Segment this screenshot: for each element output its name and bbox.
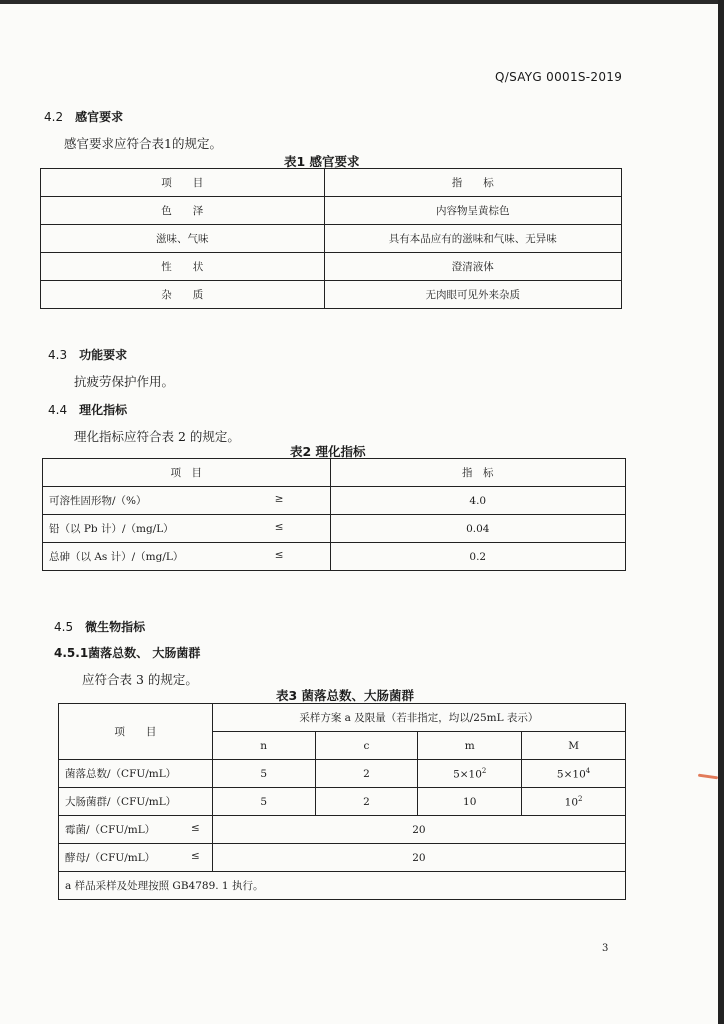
table-cell: 0.04: [330, 515, 625, 543]
scan-top-edge: [0, 0, 724, 4]
page-number: 3: [602, 943, 609, 954]
table-cell: 5: [212, 760, 315, 788]
table-row: [59, 760, 626, 788]
section-number: 4.5: [54, 620, 74, 634]
section-number: 4.3: [48, 348, 68, 362]
table-1-caption: 表1 感官要求: [284, 154, 360, 169]
table-cell: 4.0: [330, 487, 625, 515]
table-row: [41, 225, 622, 253]
section-4-4-text: 理化指标应符合表 2 的规定。: [74, 429, 240, 444]
table-cell: 菌落总数/（CFU/mL）: [59, 760, 213, 788]
value-base: 5×10: [453, 768, 482, 781]
section-4-3-text: 抗疲劳保护作用。: [74, 374, 175, 389]
comparison-symbol: ≤: [274, 549, 284, 561]
table-cell: 澄清液体: [324, 253, 622, 281]
table-cell: 滋味、气味: [41, 225, 325, 253]
table-header-row: [41, 169, 622, 197]
table-row: [59, 816, 626, 844]
value-base: 10: [564, 796, 579, 809]
table-cell: 10: [418, 788, 522, 816]
table-cell: 具有本品应有的滋味和气味、无异味: [324, 225, 622, 253]
section-title: 菌落总数、 大肠菌群: [88, 646, 201, 660]
section-title: 功能要求: [79, 348, 128, 362]
table-cell: 0.2: [330, 543, 625, 571]
value-exponent: 2: [481, 766, 487, 775]
table-cell: 内容物呈黄棕色: [324, 197, 622, 225]
table-header-cell: m: [418, 732, 522, 760]
table-header-cell: 项 目: [43, 459, 331, 487]
table-cell: [522, 788, 626, 816]
section-title: 理化指标: [79, 403, 128, 417]
section-4-2-text: 感官要求应符合表1的规定。: [64, 136, 222, 151]
section-4-5-1-heading: [54, 644, 200, 661]
table-header-cell: c: [315, 732, 418, 760]
section-number: 4.2: [44, 110, 64, 124]
table-header-cell: 项 目: [59, 704, 213, 760]
table-cell: [418, 760, 522, 788]
comparison-symbol: ≤: [190, 850, 200, 862]
table-row: [43, 515, 626, 543]
table-row: [41, 197, 622, 225]
table-3-caption: 表3 菌落总数、大肠菌群: [276, 688, 415, 703]
table-cell: 性 状: [41, 253, 325, 281]
table-row: [59, 844, 626, 872]
item-label: 酵母/（CFU/mL）: [65, 852, 156, 864]
table-cell: [43, 515, 331, 543]
table-header-cell: M: [522, 732, 626, 760]
table-cell: [59, 816, 213, 844]
table-cell: 色 泽: [41, 197, 325, 225]
section-number: 4.5.1: [54, 646, 89, 660]
value-exponent: 2: [578, 794, 583, 803]
section-4-3-heading: [48, 346, 127, 363]
table-header-cell: 项 目: [41, 169, 325, 197]
table-3-microbiological: [58, 703, 626, 900]
table-header-cell: 指 标: [330, 459, 625, 487]
table-cell: [522, 760, 626, 788]
table-cell: 2: [315, 760, 418, 788]
table-cell: 5: [212, 788, 315, 816]
table-row: [41, 281, 622, 309]
table-cell: 无肉眼可见外来杂质: [324, 281, 622, 309]
table-cell: 大肠菌群/（CFU/mL）: [59, 788, 213, 816]
table-row: [43, 487, 626, 515]
value-exponent: 4: [585, 766, 591, 775]
section-title: 感官要求: [75, 110, 124, 124]
table-cell: 杂 质: [41, 281, 325, 309]
section-4-2-heading: [44, 108, 123, 125]
table-cell: 20: [212, 844, 625, 872]
table-header-cell: n: [212, 732, 315, 760]
section-4-4-heading: [48, 401, 127, 418]
table-2-caption: 表2 理化指标: [290, 444, 366, 459]
table-cell: 2: [315, 788, 418, 816]
comparison-symbol: ≥: [274, 493, 284, 505]
item-label: 可溶性固形物/（%）: [49, 495, 147, 507]
table-cell: [59, 844, 213, 872]
section-4-5-1-text: 应符合表 3 的规定。: [82, 672, 198, 687]
table-header-cell: 采样方案 a 及限量（若非指定，均以/25mL 表示）: [212, 704, 625, 732]
table-row: [41, 253, 622, 281]
table-cell: 20: [212, 816, 625, 844]
comparison-symbol: ≤: [274, 521, 284, 533]
table-row: [59, 788, 626, 816]
table-row: [43, 543, 626, 571]
item-label: 总砷（以 As 计）/（mg/L）: [49, 551, 184, 563]
value-base: 5×10: [556, 768, 586, 781]
scan-mark: [698, 774, 718, 780]
table-header-row: [43, 459, 626, 487]
table-note-row: [59, 872, 626, 900]
table-header-cell: 指 标: [324, 169, 622, 197]
comparison-symbol: ≤: [190, 822, 200, 834]
table-2-physicochemical: [42, 458, 626, 571]
table-cell: [43, 543, 331, 571]
item-label: 铅（以 Pb 计）/（mg/L）: [49, 523, 174, 535]
document-id: Q/SAYG 0001S-2019: [495, 70, 623, 84]
section-number: 4.4: [48, 403, 68, 417]
scan-right-edge: [718, 0, 724, 1024]
table-cell: [43, 487, 331, 515]
table-1-sensory: [40, 168, 622, 309]
table-note: a 样品采样及处理按照 GB4789. 1 执行。: [59, 872, 626, 900]
section-4-5-heading: [54, 618, 145, 635]
section-title: 微生物指标: [85, 620, 146, 634]
table-header-row: [59, 704, 626, 732]
item-label: 霉菌/（CFU/mL）: [65, 824, 156, 836]
